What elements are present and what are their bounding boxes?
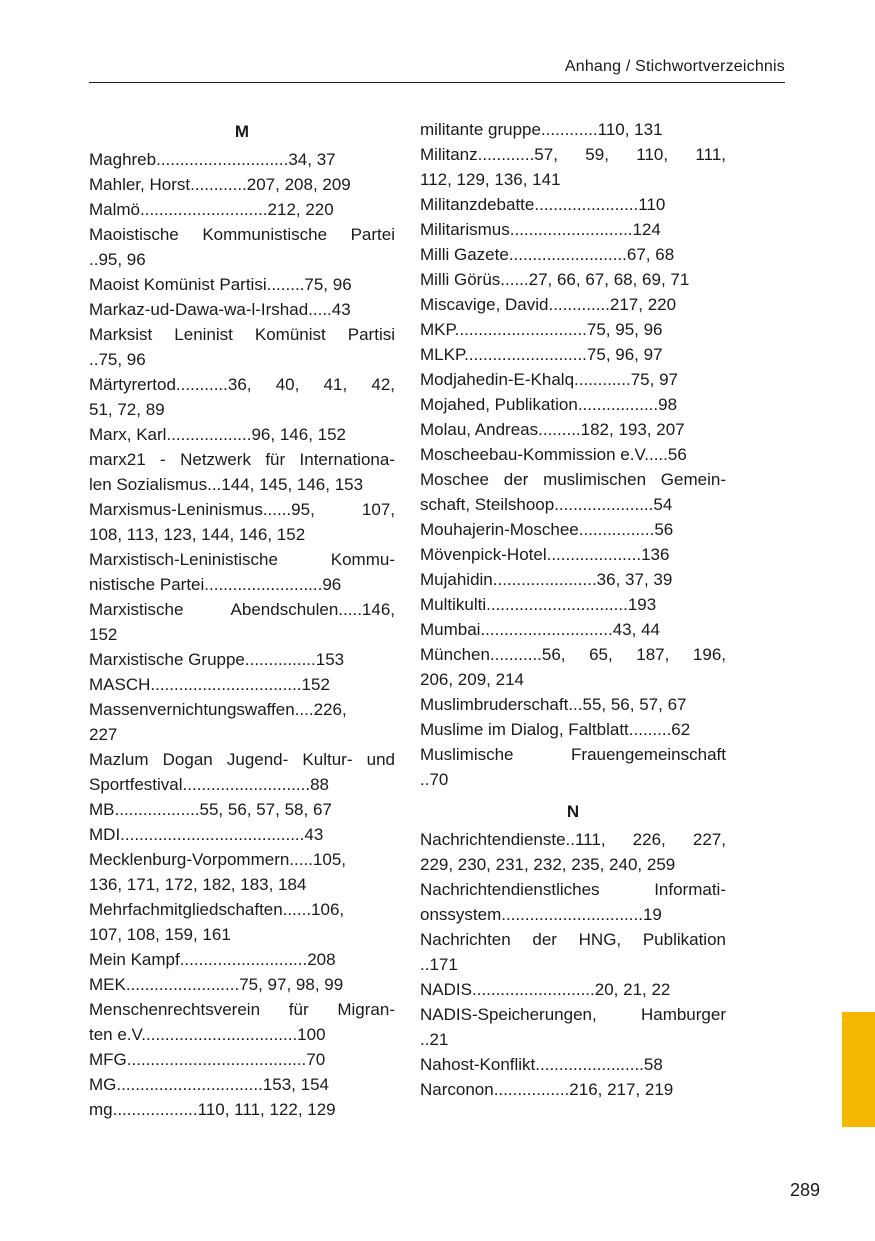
index-entry-line: Markaz-ud-Dawa-wa-l-Irshad.....43 xyxy=(89,300,351,319)
index-entry-line: MB..................55, 56, 57, 58, 67 xyxy=(89,800,332,819)
index-column-left xyxy=(89,117,395,1122)
index-entry-line: München...........56, 65, 187, 196, xyxy=(420,645,726,664)
index-entry-line: Mövenpick-Hotel....................136 xyxy=(420,545,670,564)
index-entries-m xyxy=(89,147,395,1122)
index-entry-line: MDI.......................................43 xyxy=(89,825,324,844)
index-entry-line: 51, 72, 89 xyxy=(89,400,165,419)
index-entry-line: 136, 171, 172, 182, 183, 184 xyxy=(89,875,307,894)
index-entry-line: Marx, Karl..................96, 146, 152 xyxy=(89,425,347,444)
index-entry-line: Mahler, Horst............207, 208, 209 xyxy=(89,175,351,194)
header-rule xyxy=(89,82,785,83)
index-entry-line: MFG......................................70 xyxy=(89,1050,326,1069)
index-entry-line: Muslimische Frauengemeinschaft xyxy=(420,745,726,764)
index-entry-line: Narconon................216, 217, 219 xyxy=(420,1080,674,1099)
index-entry-line: Militanz............57, 59, 110, 111, xyxy=(420,145,726,164)
index-entry-line: Märtyrertod...........36, 40, 41, 42, xyxy=(89,375,395,394)
index-entry-line: MASCH................................152 xyxy=(89,675,330,694)
index-entry-line: Mein Kampf...........................208 xyxy=(89,950,336,969)
index-entry-line: marx21 - Netzwerk für Internationa- xyxy=(89,450,395,469)
index-entry-line: 152 xyxy=(89,625,118,644)
section-letter-m: M xyxy=(234,122,250,141)
index-column-right xyxy=(420,117,726,1102)
index-entry-line: Mehrfachmitgliedschaften......106, xyxy=(89,900,345,919)
page-number: 289 xyxy=(789,1180,820,1200)
index-entries-n xyxy=(420,827,726,1102)
index-entry-line: Militanzdebatte......................110 xyxy=(420,195,666,214)
index-entry-line: 206, 209, 214 xyxy=(420,670,524,689)
index-entry-line: ..171 xyxy=(420,955,458,974)
index-entry-line: ..95, 96 xyxy=(89,250,146,269)
index-entry-line: Moschee der muslimischen Gemein- xyxy=(420,470,726,489)
chapter-thumb-tab xyxy=(842,1012,875,1127)
index-entry-line: Mujahidin......................36, 37, 39 xyxy=(420,570,673,589)
index-entry-line: Mouhajerin-Moschee................56 xyxy=(420,520,674,539)
index-entry-line: Sportfestival...........................88 xyxy=(89,775,329,794)
index-entry-line: ten e.V.................................100 xyxy=(89,1025,326,1044)
index-entry-line: Miscavige, David.............217, 220 xyxy=(420,295,677,314)
index-entry-line: MEK........................75, 97, 98, 99 xyxy=(89,975,344,994)
running-header: Anhang / Stichwortverzeichnis xyxy=(564,58,785,75)
index-entry-line: Marksist Leninist Komünist Partisi xyxy=(89,325,395,344)
index-entry-line: ..21 xyxy=(420,1030,449,1049)
index-entry-line: MLKP..........................75, 96, 97 xyxy=(420,345,663,364)
index-entry-line: Maoist Komünist Partisi........75, 96 xyxy=(89,275,352,294)
index-entry-line: Modjahedin-E-Khalq............75, 97 xyxy=(420,370,678,389)
index-entry-line: Milli Gazete.........................67, 68 xyxy=(420,245,675,264)
index-entry-line: 229, 230, 231, 232, 235, 240, 259 xyxy=(420,855,676,874)
index-entry-line: ..70 xyxy=(420,770,449,789)
index-entries-m-continued xyxy=(420,117,726,792)
index-entry-line: mg..................110, 111, 122, 129 xyxy=(89,1100,336,1119)
index-entry-line: Moscheebau-Kommission e.V.....56 xyxy=(420,445,687,464)
index-entry-line: Mecklenburg-Vorpommern.....105, xyxy=(89,850,347,869)
index-entry-line: MG...............................153, 154 xyxy=(89,1075,329,1094)
index-entry-line: Muslime im Dialog, Faltblatt.........62 xyxy=(420,720,691,739)
index-entry-line: Marxistisch-Leninistische Kommu- xyxy=(89,550,395,569)
index-entry-line: Mumbai............................43, 44 xyxy=(420,620,660,639)
index-entry-line: len Sozialismus...144, 145, 146, 153 xyxy=(89,475,364,494)
index-entry-line: Marxistische Abendschulen.....146, xyxy=(89,600,395,619)
index-entry-line: Milli Görüs......27, 66, 67, 68, 69, 71 xyxy=(420,270,690,289)
index-entry-line: ..75, 96 xyxy=(89,350,146,369)
index-entry-line: onssystem..............................19 xyxy=(420,905,662,924)
index-entry-line: MKP............................75, 95, 96 xyxy=(420,320,663,339)
index-entry-line: Nachrichten der HNG, Publikation xyxy=(420,930,726,949)
index-entry-line: Muslimbruderschaft...55, 56, 57, 67 xyxy=(420,695,687,714)
index-entry-line: Multikulti..............................193 xyxy=(420,595,657,614)
index-entry-line: 227 xyxy=(89,725,118,744)
index-entry-line: NADIS..........................20, 21, 22 xyxy=(420,980,671,999)
index-entry-line: Mazlum Dogan Jugend- Kultur- und xyxy=(89,750,395,769)
section-letter-n: N xyxy=(566,802,580,821)
index-entry-line: NADIS-Speicherungen, Hamburger xyxy=(420,1005,726,1024)
index-entry-line: 112, 129, 136, 141 xyxy=(420,170,561,189)
index-entry-line: schaft, Steilshoop.....................54 xyxy=(420,495,673,514)
index-entry-line: Maghreb............................34, 37 xyxy=(89,150,336,169)
index-entry-line: Molau, Andreas.........182, 193, 207 xyxy=(420,420,685,439)
index-entry-line: Nachrichtendienste..111, 226, 227, xyxy=(420,830,726,849)
index-entry-line: Malmö...........................212, 220 xyxy=(89,200,334,219)
index-entry-line: Militarismus..........................124 xyxy=(420,220,661,239)
index-entry-line: Nachrichtendienstliches Informati- xyxy=(420,880,726,899)
index-entry-line: nistische Partei.........................96 xyxy=(89,575,342,594)
index-entry-line: militante gruppe............110, 131 xyxy=(420,120,663,139)
index-entry-line: Mojahed, Publikation.................98 xyxy=(420,395,678,414)
index-entry-line: Maoistische Kommunistische Partei xyxy=(89,225,395,244)
index-entry-line: 108, 113, 123, 144, 146, 152 xyxy=(89,525,306,544)
index-entry-line: Menschenrechtsverein für Migran- xyxy=(89,1000,395,1019)
index-entry-line: Marxismus-Leninismus......95, 107, xyxy=(89,500,395,519)
index-entry-line: Nahost-Konflikt.......................58 xyxy=(420,1055,663,1074)
index-entry-line: Massenvernichtungswaffen....226, xyxy=(89,700,347,719)
index-entry-line: Marxistische Gruppe...............153 xyxy=(89,650,345,669)
index-entry-line: 107, 108, 159, 161 xyxy=(89,925,231,944)
